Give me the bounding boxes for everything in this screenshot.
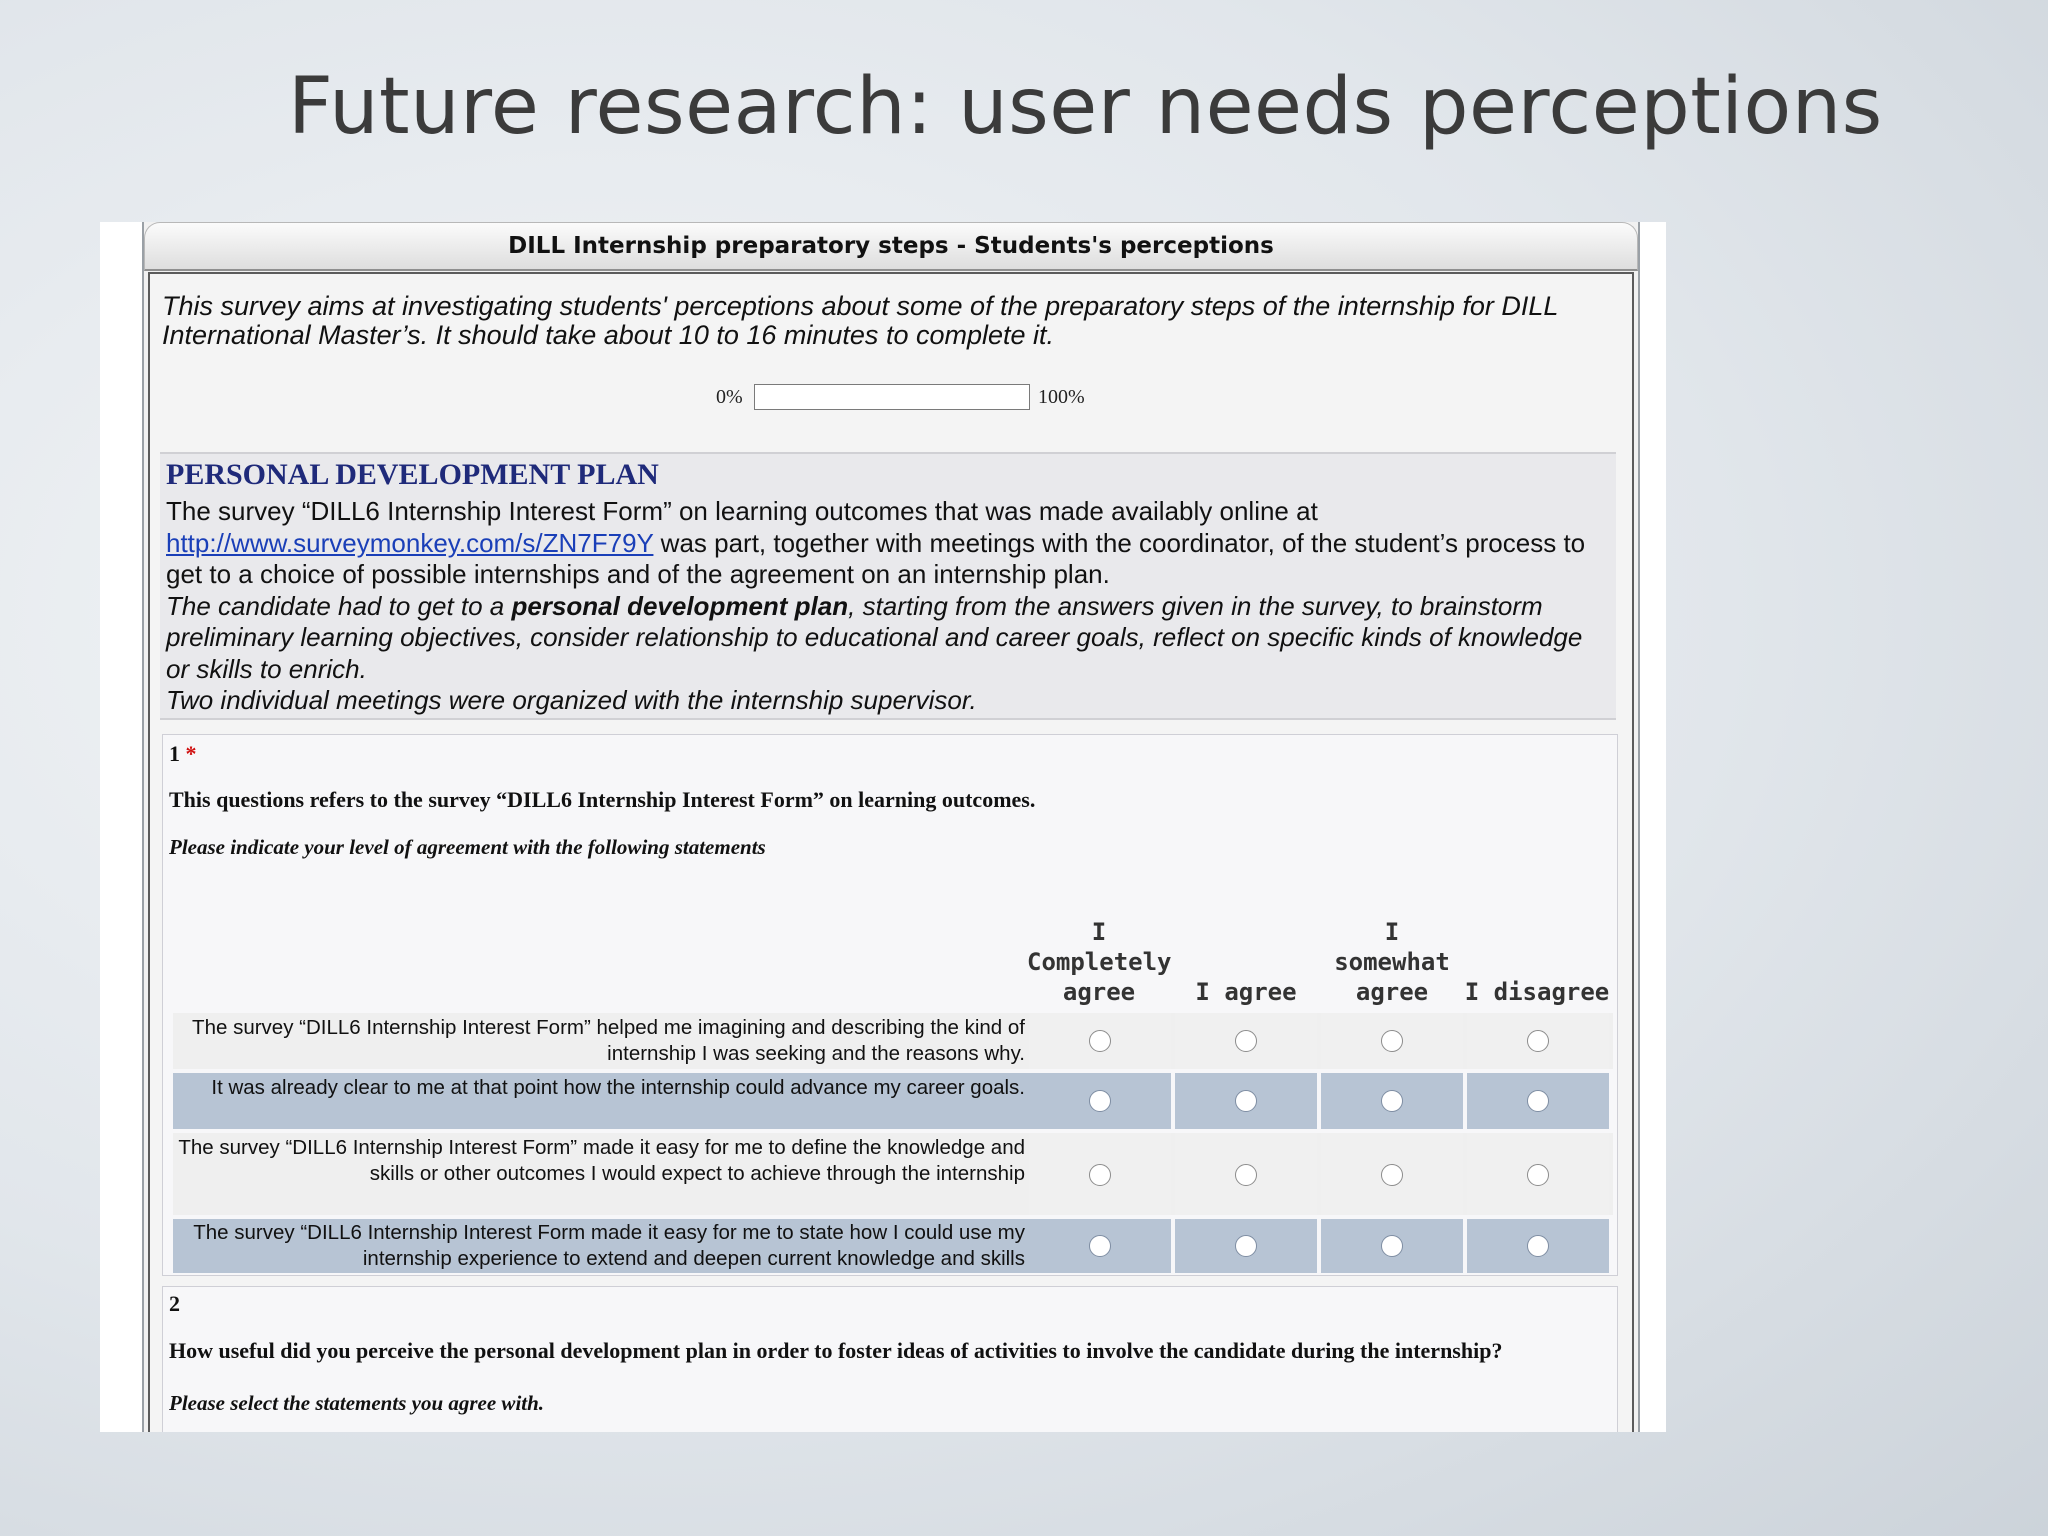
radio-somewhat-agree[interactable] <box>1381 1164 1403 1186</box>
col-header-line: I disagree <box>1464 978 1610 1006</box>
radio-completely-agree[interactable] <box>1089 1090 1111 1112</box>
radio-disagree[interactable] <box>1527 1090 1549 1112</box>
row-statement: The survey “DILL6 Internship Interest Form made it easy for me to state how I could use my internship experience to extend and deepen current knowledge and skills <box>173 1219 1029 1273</box>
radio-completely-agree[interactable] <box>1089 1235 1111 1257</box>
pdp-text-1a: The survey “DILL6 Internship Interest Form” on learning outcomes that was made availably online at <box>166 496 1318 526</box>
cell <box>1029 1133 1171 1215</box>
question-2 <box>162 1286 1618 1432</box>
cell <box>1321 1219 1463 1273</box>
radio-agree[interactable] <box>1235 1030 1257 1052</box>
radio-disagree[interactable] <box>1527 1235 1549 1257</box>
pdp-text-3: Two individual meetings were organized with the internship supervisor. <box>166 685 977 715</box>
cell <box>1175 1219 1317 1273</box>
col-header-line: I <box>1384 918 1400 946</box>
radio-agree[interactable] <box>1235 1164 1257 1186</box>
radio-disagree[interactable] <box>1527 1030 1549 1052</box>
pdp-title: PERSONAL DEVELOPMENT PLAN <box>166 458 659 491</box>
col-header-line: agree <box>1062 978 1136 1006</box>
cell <box>1467 1219 1609 1273</box>
matrix-row <box>173 1219 1613 1273</box>
matrix-row <box>173 1133 1613 1215</box>
window-titlebar: DILL Internship preparatory steps - Students's perceptions <box>144 222 1638 271</box>
question-number: 2 <box>169 1291 180 1316</box>
column-header-somewhat-agree <box>1319 917 1465 1007</box>
pdp-text-2b: , starting from the answers given in the survey, to brainstorm preliminary learning objectives, consider relationship to educational and career goals, reflect on specific kinds of knowledge or skills to enrich. <box>166 590 1583 684</box>
cell <box>1467 1073 1609 1129</box>
cell <box>1175 1013 1317 1069</box>
pdp-text-1b: was part, together with meetings with the coordinator, of the student’s process to get to a choice of possible internships and of the agreement on an internship plan. <box>166 527 1586 589</box>
pdp-text-2-bold: personal development plan <box>511 590 849 621</box>
radio-somewhat-agree[interactable] <box>1381 1030 1403 1052</box>
question-text: This questions refers to the survey “DILL6 Internship Interest Form” on learning outcomes. <box>169 787 1036 812</box>
cell <box>1467 1013 1609 1069</box>
cell <box>1467 1133 1609 1215</box>
progress-indicator <box>150 384 1632 414</box>
cell <box>1321 1133 1463 1215</box>
radio-completely-agree[interactable] <box>1089 1164 1111 1186</box>
col-header-line: somewhat <box>1334 948 1450 976</box>
cell <box>1029 1219 1171 1273</box>
survey-window <box>142 222 1640 1432</box>
radio-somewhat-agree[interactable] <box>1381 1090 1403 1112</box>
survey-content <box>148 272 1634 1432</box>
cell <box>1175 1133 1317 1215</box>
progress-bar <box>754 384 1030 410</box>
cell <box>1175 1073 1317 1129</box>
col-header-line: I agree <box>1195 978 1297 1006</box>
cell <box>1321 1073 1463 1129</box>
row-statement: The survey “DILL6 Internship Interest Form” made it easy for me to define the knowledge and skills or other outcomes I would expect to achieve through the internship <box>178 1136 1025 1185</box>
question-instruction: Please select the statements you agree with. <box>169 1391 545 1415</box>
question-number <box>169 741 197 767</box>
col-header-line: Completely <box>1027 948 1172 976</box>
cell <box>1321 1013 1463 1069</box>
pdp-section <box>160 452 1616 720</box>
question-1 <box>162 734 1618 1276</box>
radio-completely-agree[interactable] <box>1089 1030 1111 1052</box>
column-header-completely-agree <box>1027 917 1171 1007</box>
question-text: How useful did you perceive the personal development plan in order to foster ideas of activities to involve the candidate during the internship? <box>169 1338 1503 1363</box>
radio-agree[interactable] <box>1235 1235 1257 1257</box>
question-instruction: Please indicate your level of agreement with the following statements <box>169 835 766 859</box>
radio-agree[interactable] <box>1235 1090 1257 1112</box>
matrix-row <box>173 1073 1613 1129</box>
col-header-line: agree <box>1355 978 1429 1006</box>
pdp-description <box>166 496 1612 717</box>
survey-intro: This survey aims at investigating students' perceptions about some of the preparatory steps of the internship for DILL International Master’s. It should take about 10 to 16 minutes to complete it. <box>162 291 1558 350</box>
progress-start-label: 0% <box>716 386 743 408</box>
radio-disagree[interactable] <box>1527 1164 1549 1186</box>
column-header-agree <box>1173 977 1319 1007</box>
row-statement: The survey “DILL6 Internship Interest Form” helped me imagining and describing the kind of internship I was seeking and the reasons why. <box>192 1016 1025 1065</box>
cell <box>1029 1013 1171 1069</box>
column-header-disagree <box>1463 977 1611 1007</box>
survey-screenshot <box>100 222 1666 1432</box>
col-header-line: I <box>1091 918 1107 946</box>
matrix-row <box>173 1013 1613 1069</box>
cell <box>1029 1073 1171 1129</box>
required-mark: * <box>185 741 197 766</box>
q1-number: 1 <box>169 741 180 766</box>
row-statement: It was already clear to me at that point how the internship could advance my career goals. <box>173 1073 1029 1129</box>
progress-end-label: 100% <box>1038 386 1085 408</box>
slide-title: Future research: user needs perceptions <box>288 62 1883 152</box>
pdp-text-2a: The candidate had to get to a <box>166 590 512 621</box>
radio-somewhat-agree[interactable] <box>1381 1235 1403 1257</box>
survey-link[interactable]: http://www.surveymonkey.com/s/ZN7F79Y <box>166 527 654 558</box>
